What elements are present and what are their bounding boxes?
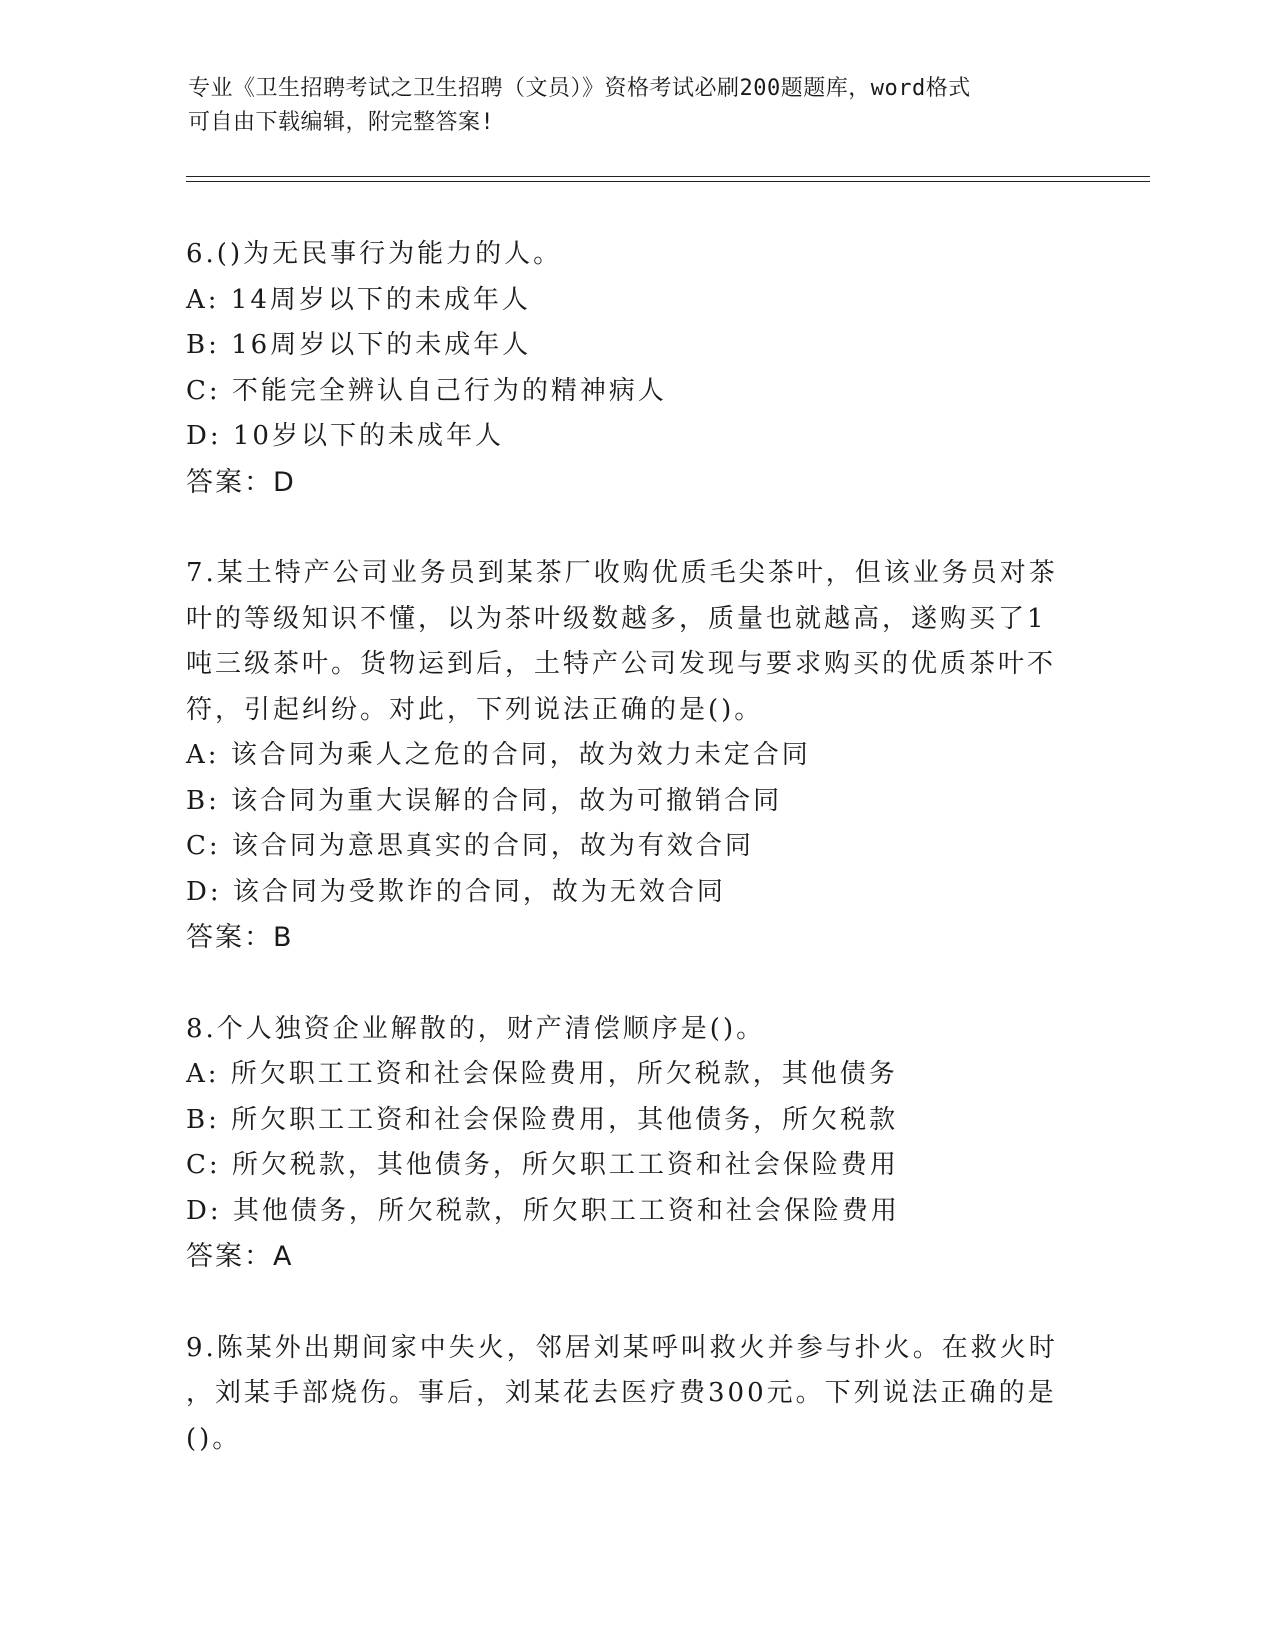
question-stem-line: 吨三级茶叶。货物运到后，土特产公司发现与要求购买的优质茶叶不 [186,649,1057,679]
header-line-1: 专业《卫生招聘考试之卫生招聘（文员）》资格考试必刷200题题库，word格式 [188,76,971,101]
answer-option: D: 其他债务，所欠税款，所欠职工工资和社会保险费用 [186,1195,900,1226]
answer-option: C: 所欠税款，其他债务，所欠职工工资和社会保险费用 [186,1150,899,1180]
answer-option: B: 16周岁以下的未成年人 [186,330,532,360]
header-divider-bottom [186,181,1150,182]
answer-key: 答案：A [186,1241,294,1272]
question-stem-line: 符，引起纠纷。对此，下列说法正确的是()。 [186,694,764,725]
answer-option: A: 所欠职工工资和社会保险费用，所欠税款，其他债务 [186,1059,898,1089]
document-header [188,72,1068,140]
header-divider-top [186,176,1150,177]
question-block [186,551,1086,961]
question-stem-line: ，刘某手部烧伤。事后，刘某花去医疗费300元。下列说法正确的是 [186,1378,1057,1408]
question-list [186,232,1086,1508]
question-stem-line: 7.某土特产公司业务员到某茶厂收购优质毛尖茶叶，但该业务员对茶 [186,558,1058,588]
answer-option: D: 10岁以下的未成年人 [186,421,504,451]
question-block [186,232,1086,505]
answer-option: C: 不能完全辨认自己行为的精神病人 [186,375,667,406]
question-stem-line: 9.陈某外出期间家中失火，邻居刘某呼叫救火并参与扑火。在救火时 [186,1332,1058,1363]
question-stem-line: 8.个人独资企业解散的，财产清偿顺序是()。 [186,1013,766,1044]
answer-option: C: 该合同为意思真实的合同，故为有效合同 [186,831,754,861]
question-stem-line: ()。 [186,1423,242,1454]
answer-option: A: 14周岁以下的未成年人 [186,284,531,315]
answer-option: A: 该合同为乘人之危的合同，故为效力未定合同 [186,740,811,770]
question-block [186,1007,1086,1280]
question-stem-line: 叶的等级知识不懂，以为茶叶级数越多，质量也就越高，遂购买了1 [186,603,1047,634]
answer-option: D: 该合同为受欺诈的合同，故为无效合同 [186,876,726,907]
answer-option: B: 所欠职工工资和社会保险费用，其他债务，所欠税款 [186,1104,899,1135]
answer-key: 答案：B [186,922,294,953]
answer-key: 答案：D [186,466,296,498]
question-block [186,1326,1086,1463]
header-line-2: 可自由下载编辑，附完整答案! [188,110,495,135]
question-stem-line: 6.()为无民事行为能力的人。 [186,239,563,269]
answer-option: B: 该合同为重大误解的合同，故为可撤销合同 [186,785,783,816]
